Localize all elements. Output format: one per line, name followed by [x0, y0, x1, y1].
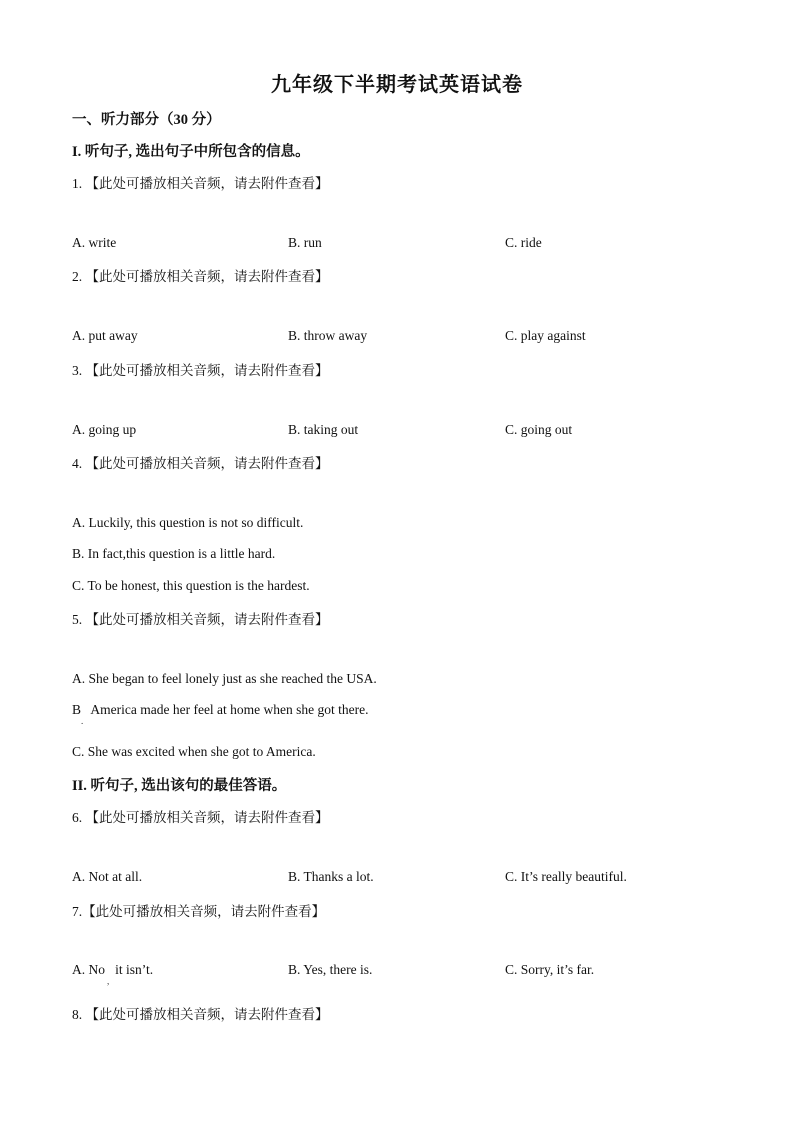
question-6-option-c: C. It’s really beautiful. [505, 869, 627, 884]
question-5-option-a: A. She began to feel lonely just as she reached the USA. [72, 671, 377, 686]
question-3-option-c: C. going out [505, 422, 573, 437]
question-7-stem: 7.【此处可播放相关音频，请去附件查看】 [72, 904, 326, 919]
question-5-option-c: C. She was excited when she got to America. [72, 744, 316, 759]
question-4-option-a: A. Luckily, this question is not so difficult. [72, 515, 304, 530]
question-1-option-b: B. run [288, 235, 322, 250]
question-5-stem: 5. 【此处可播放相关音频，请去附件查看】 [72, 612, 329, 627]
question-2-option-c: C. play against [505, 328, 586, 343]
punctuation-mark: . [81, 716, 84, 726]
question-2-stem: 2. 【此处可播放相关音频，请去附件查看】 [72, 269, 329, 284]
question-3-stem: 3. 【此处可播放相关音频，请去附件查看】 [72, 363, 329, 378]
question-6-option-a: A. Not at all. [72, 869, 143, 884]
question-1-stem: 1. 【此处可播放相关音频，请去附件查看】 [72, 176, 329, 191]
question-2-option-b: B. throw away [288, 328, 368, 343]
question-7-option-b: B. Yes, there is. [288, 962, 373, 977]
question-4-option-c: C. To be honest, this question is the hardest. [72, 578, 310, 593]
question-4-option-b: B. In fact,this question is a little hard. [72, 546, 276, 561]
question-6-stem: 6. 【此处可播放相关音频，请去附件查看】 [72, 810, 329, 825]
question-7-option-a: A. No it isn’t. [72, 962, 154, 977]
question-6-option-b: B. Thanks a lot. [288, 869, 374, 884]
question-4-stem: 4. 【此处可播放相关音频，请去附件查看】 [72, 456, 329, 471]
question-7-option-c: C. Sorry, it’s far. [505, 962, 595, 977]
question-5-option-b: B America made her feel at home when she got there. [72, 702, 369, 717]
question-3-option-b: B. taking out [288, 422, 359, 437]
question-8-stem: 8. 【此处可播放相关音频，请去附件查看】 [72, 1007, 329, 1022]
punctuation-mark: , [107, 976, 110, 986]
part-heading: 一、听力部分（30 分） [72, 112, 221, 128]
question-3-option-a: A. going up [72, 422, 137, 437]
question-2-option-a: A. put away [72, 328, 138, 343]
question-1-option-c: C. ride [505, 235, 542, 250]
page-title: 九年级下半期考试英语试卷 [271, 74, 523, 96]
section-ii-heading: II. 听句子, 选出该句的最佳答语。 [72, 778, 287, 794]
section-i-heading: I. 听句子, 选出句子中所包含的信息。 [72, 144, 310, 160]
question-1-option-a: A. write [72, 235, 117, 250]
